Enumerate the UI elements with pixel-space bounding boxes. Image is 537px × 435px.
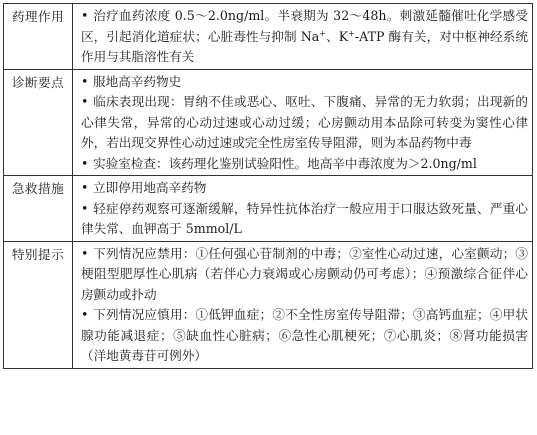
item-text: 立即停用地高辛药物 bbox=[93, 180, 207, 195]
item-text: 服地高辛药物史 bbox=[93, 73, 182, 89]
drug-info-table bbox=[3, 3, 533, 369]
item-text: 临床表现出现：胃纳不佳或恶心、呕吐、下腹痛、异常的无力软弱；出现新的心律失常，异常的心动过速或心动过缓；心房颤动用本品除可转变为窦性心律外，若出现交界性心动过速或完全性房室传导阻滞，则为本品药物中毒 bbox=[81, 94, 528, 150]
item-text: 下列情况应禁用：①任何强心苷制剂的中毒；②室性心动过速，心室颤动；③梗阻型肥厚性心肌病（若伴心力衰竭或心房颤动仍可考虑）；④预激综合征伴心房颤动或扑动 bbox=[81, 245, 528, 302]
bullet-dot: • bbox=[81, 155, 89, 171]
bullet-item bbox=[81, 199, 528, 240]
bullet-dot: • bbox=[81, 73, 89, 89]
item-text: 、K bbox=[326, 28, 349, 44]
bullet-dot: • bbox=[81, 245, 89, 261]
bullet-item bbox=[81, 178, 528, 199]
table-row-emergency bbox=[4, 176, 533, 242]
row-content-pharmacology bbox=[73, 4, 533, 70]
bullet-dot: • bbox=[81, 307, 89, 322]
item-text: 下列情况应慎用：①低钾血症；②不全性房室传导阻滞；③高钙血症；④甲状腺功能减退症；⑤缺血性心脏病；⑥急性心肌梗死；⑦心肌炎；⑧肾功能损害（洋地黄毒苷可例外） bbox=[81, 307, 528, 363]
bullet-item bbox=[81, 6, 528, 68]
row-label-pharmacology: 药理作用 bbox=[4, 4, 73, 70]
item-text: 治疗血药浓度 0.5～2.0ng/ml。半衰期为 32～48h。刺激延髓催吐化学感受区，引起消化道症状；心脏毒性与抑制 Na bbox=[81, 8, 528, 44]
bullet-item bbox=[81, 244, 528, 306]
item-text: 实验室检查：该药理化鉴别试验阳性。地高辛中毒浓度为＞2.0ng/ml bbox=[93, 155, 477, 171]
item-text: 轻症停药观察可逐渐缓解，特异性抗体治疗一般应用于口服达致死量、严重心律失常、血钾高于 5mmol/L bbox=[81, 200, 528, 236]
table-row-pharmacology bbox=[4, 4, 533, 70]
bullet-dot: • bbox=[81, 200, 89, 216]
superscript-plus: + bbox=[319, 28, 326, 38]
bullet-dot: • bbox=[81, 180, 89, 195]
superscript-plus: + bbox=[348, 28, 355, 38]
bullet-item bbox=[81, 92, 528, 154]
row-label-diagnosis: 诊断要点 bbox=[4, 69, 73, 176]
bullet-item bbox=[81, 72, 528, 93]
row-content-special-notes bbox=[73, 241, 533, 368]
bullet-item bbox=[81, 154, 528, 175]
row-label-emergency: 急救措施 bbox=[4, 176, 73, 242]
item-text: -ATP 酶有关，对中枢神经系统作用与其脂溶性有关 bbox=[81, 28, 528, 64]
table-row-special-notes bbox=[4, 241, 533, 368]
table-row-diagnosis bbox=[4, 69, 533, 176]
bullet-dot: • bbox=[81, 94, 89, 109]
bullet-dot: • bbox=[81, 8, 89, 23]
row-content-diagnosis bbox=[73, 69, 533, 176]
row-content-emergency bbox=[73, 176, 533, 242]
bullet-item bbox=[81, 305, 528, 367]
row-label-special-notes: 特别提示 bbox=[4, 241, 73, 368]
